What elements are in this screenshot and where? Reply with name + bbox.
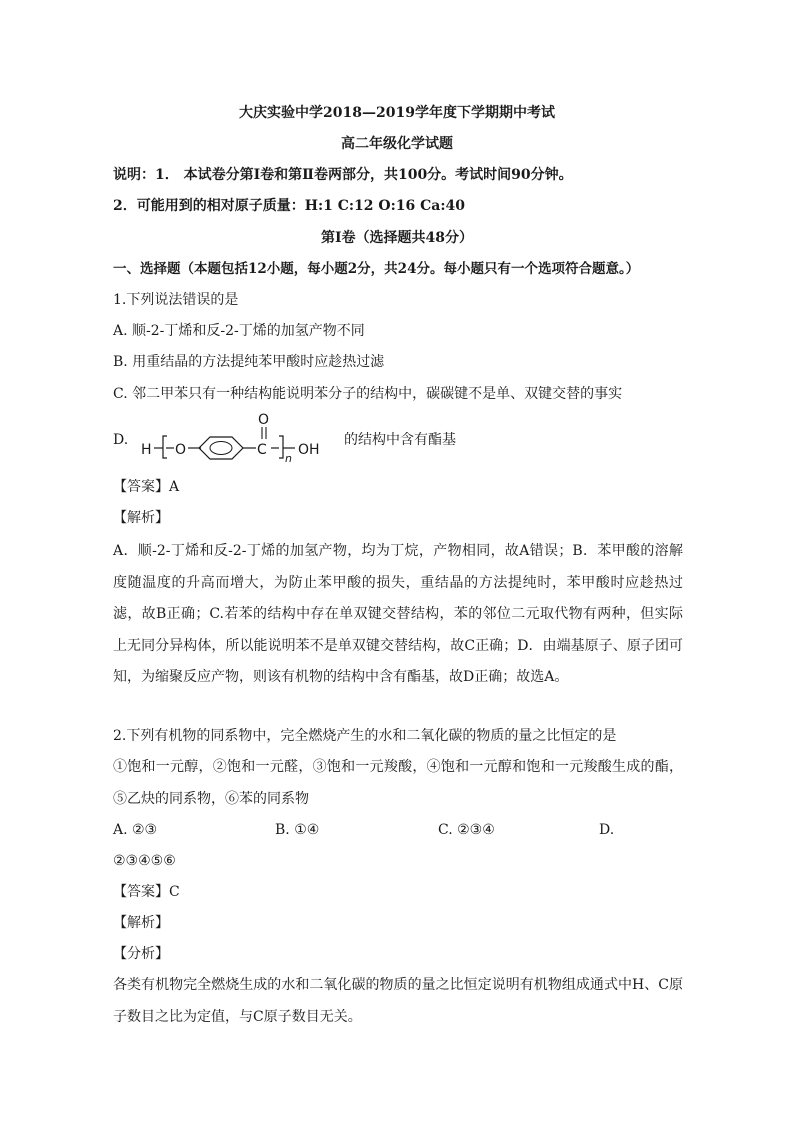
- q2-option-b: B. ①④: [275, 822, 320, 838]
- formula-oh: OH: [298, 442, 320, 458]
- q2-analysis-label: 【解析】: [113, 915, 169, 931]
- instructions-line-1: 说明：1． 本试卷分第Ⅰ卷和第Ⅱ卷两部分，共100分。考试时间90分钟。: [113, 167, 573, 183]
- formula-carbonyl-o: O: [258, 412, 270, 428]
- formula-o-ether: O: [175, 442, 187, 458]
- q2-option-a: A. ②③: [113, 822, 158, 838]
- q2-option-d: D.: [599, 822, 615, 838]
- instructions-line-2: 2．可能用到的相对原子质量：H:1 C:12 O:16 Ca:40: [113, 198, 466, 214]
- q2-stem: 2.下列有机物的同系物中，完全燃烧产生的水和二氧化碳的物质的量之比恒定的是: [113, 728, 617, 744]
- exam-subtitle: 高二年级化学试题: [341, 136, 453, 152]
- q2-answer: 【答案】C: [113, 884, 180, 900]
- benzene-ring-icon: [199, 437, 243, 459]
- polyester-structural-formula: [138, 410, 342, 466]
- q2-option-c: C. ②③④: [438, 822, 495, 838]
- section-heading: 一、选择题（本题包括12小题，每小题2分，共24分。每小题只有一个选项符合题意。）: [113, 261, 640, 277]
- q2-items: ①饱和一元醇，②饱和一元醛，③饱和一元羧酸，④饱和一元醇和饱和一元羧酸生成的酯，⑤乙炔的同系物，⑥苯的同系物: [113, 759, 683, 807]
- q1-option-a: A. 顺-2-丁烯和反-2-丁烯的加氢产物不同: [113, 323, 365, 339]
- q1-analysis-label: 【解析】: [113, 510, 169, 526]
- exam-title: 大庆实验中学2018—2019学年度下学期期中考试: [239, 105, 555, 121]
- q2-fenxi-label: 【分析】: [113, 946, 169, 962]
- q1-option-d-suffix: 的结构中含有酯基: [344, 432, 456, 448]
- q1-answer: 【答案】A: [113, 479, 180, 495]
- formula-n: n: [285, 452, 292, 465]
- q1-option-d-prefix: D.: [113, 432, 129, 448]
- q1-stem: 1.下列说法错误的是: [113, 292, 239, 308]
- q1-option-c: C. 邻二甲苯只有一种结构能说明苯分子的结构中，碳碳键不是单、双键交替的事实: [113, 386, 623, 402]
- formula-c: C: [257, 442, 267, 458]
- q1-option-b: B. 用重结晶的方法提纯苯甲酸时应趁热过滤: [113, 354, 385, 370]
- q1-analysis-text: A．顺-2-丁烯和反-2-丁烯的加氢产物，均为丁烷，产物相同，故A错误；B．苯甲酸的溶解度随温度的升高而增大，为防止苯甲酸的损失，重结晶的方法提纯时，苯甲酸时应趁热过滤，故B正确；C.若苯的结构中存在单双键交替结构，苯的邻位二元取代物有两种，但实际上无同分异构体，所以能说明苯不是单双键交替结构，故C正确；D．由端基原子、原子团可知，为缩聚反应产物，则该有机物的结构中含有酯基，故D正确；故选A。: [113, 543, 683, 685]
- q2-fenxi-text: 各类有机物完全燃烧生成的水和二氧化碳的物质的量之比恒定说明有机物组成通式中H、C原子数目之比为定值，与C原子数目无关。: [113, 977, 683, 1025]
- section-title: 第Ⅰ卷（选择题共48分）: [320, 230, 474, 246]
- q2-option-d-continued: ②③④⑤⑥: [113, 853, 176, 869]
- formula-h: H: [141, 442, 152, 458]
